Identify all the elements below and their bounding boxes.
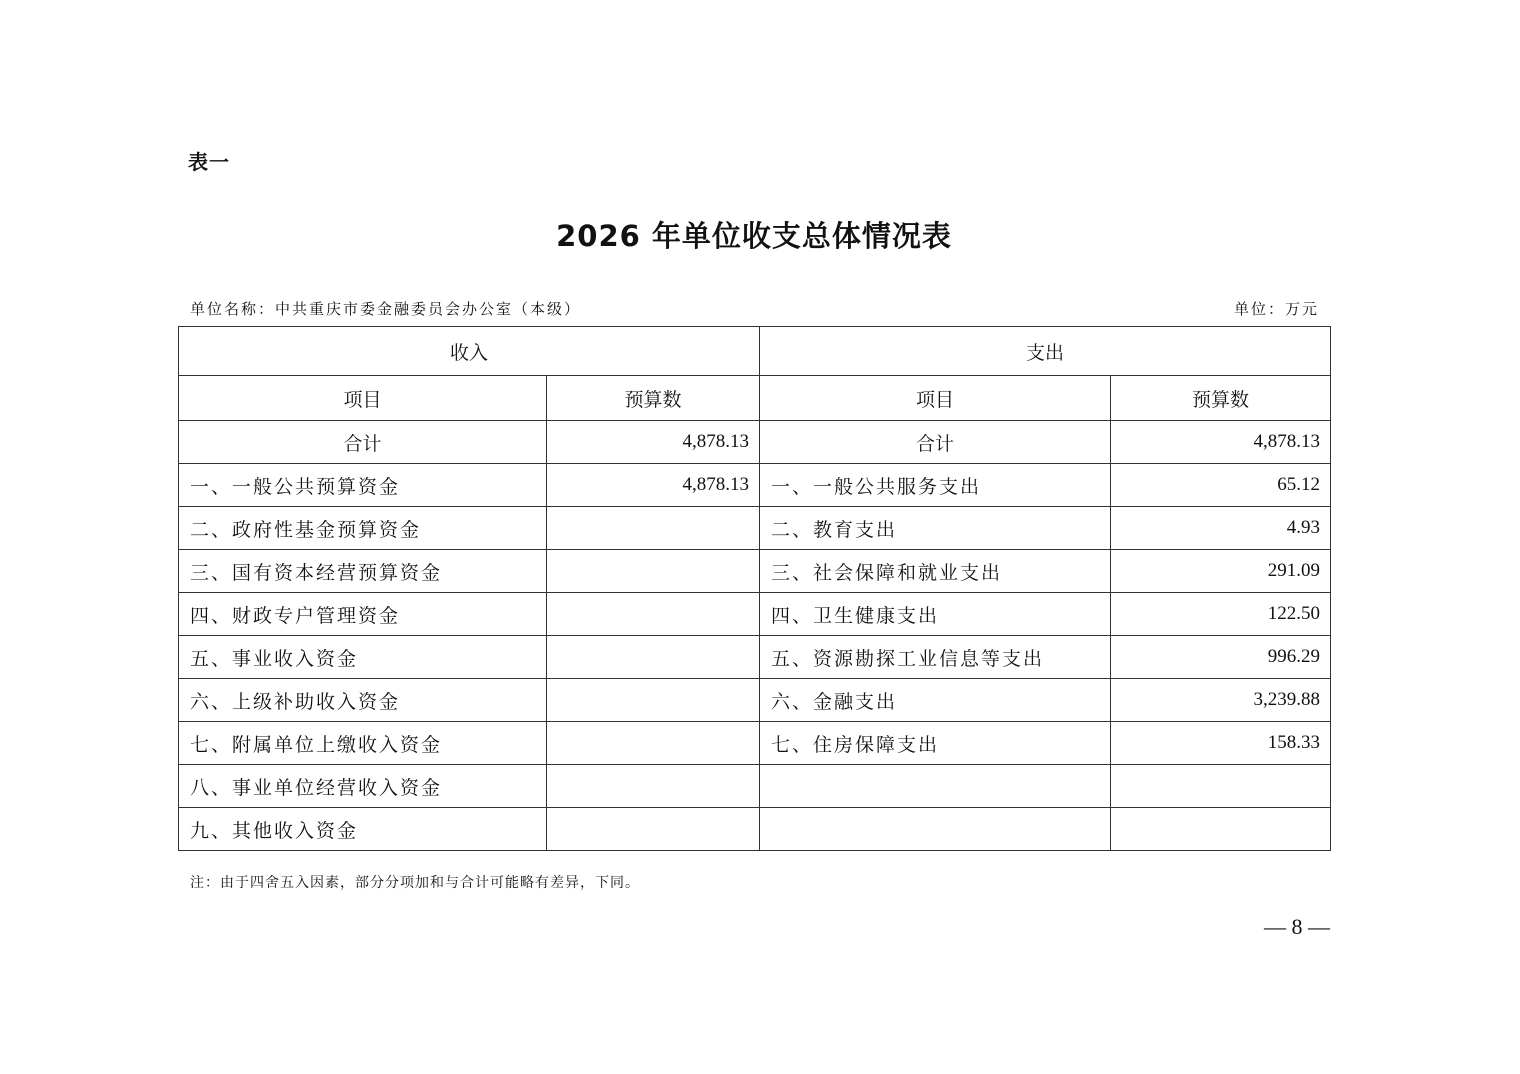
expense-item — [760, 765, 1111, 808]
expense-item: 三、社会保障和就业支出 — [760, 550, 1111, 593]
income-item: 三、国有资本经营预算资金 — [179, 550, 547, 593]
column-header-row — [179, 376, 1331, 421]
table-row — [179, 679, 1331, 722]
budget-table — [178, 326, 1331, 851]
expense-value: 122.50 — [1111, 593, 1331, 636]
expense-value: 4.93 — [1111, 507, 1331, 550]
expense-value: 65.12 — [1111, 464, 1331, 507]
expense-item-column-header: 项目 — [760, 376, 1111, 421]
expense-value: 996.29 — [1111, 636, 1331, 679]
table-row — [179, 593, 1331, 636]
income-total-label: 合计 — [179, 421, 547, 464]
income-value — [547, 550, 760, 593]
document-title: 2026 年单位收支总体情况表 — [556, 219, 952, 253]
expense-value — [1111, 765, 1331, 808]
expense-item — [760, 808, 1111, 851]
table-row — [179, 464, 1331, 507]
income-item: 二、政府性基金预算资金 — [179, 507, 547, 550]
table-row — [179, 765, 1331, 808]
table-row — [179, 507, 1331, 550]
page-number: — 8 — — [1264, 914, 1330, 939]
total-row — [179, 421, 1331, 464]
income-value: 4,878.13 — [547, 464, 760, 507]
income-budget-column-header: 预算数 — [547, 376, 760, 421]
table-row — [179, 636, 1331, 679]
table-row — [179, 550, 1331, 593]
expense-value: 291.09 — [1111, 550, 1331, 593]
expense-item: 一、一般公共服务支出 — [760, 464, 1111, 507]
expense-item: 五、资源勘探工业信息等支出 — [760, 636, 1111, 679]
income-value — [547, 636, 760, 679]
expense-item: 四、卫生健康支出 — [760, 593, 1111, 636]
income-item: 九、其他收入资金 — [179, 808, 547, 851]
table-note: 注：由于四舍五入因素，部分分项加和与合计可能略有差异，下同。 — [190, 875, 640, 891]
expense-item: 六、金融支出 — [760, 679, 1111, 722]
income-value — [547, 593, 760, 636]
income-item: 七、附属单位上缴收入资金 — [179, 722, 547, 765]
unit-label: 单位：万元 — [1233, 300, 1319, 318]
income-item: 八、事业单位经营收入资金 — [179, 765, 547, 808]
expense-item: 七、住房保障支出 — [760, 722, 1111, 765]
income-item: 五、事业收入资金 — [179, 636, 547, 679]
income-value — [547, 765, 760, 808]
table-row — [179, 722, 1331, 765]
expense-budget-column-header: 预算数 — [1111, 376, 1331, 421]
section-header-row — [179, 327, 1331, 376]
table-label: 表一 — [188, 150, 230, 174]
unit-name: 单位名称：中共重庆市委金融委员会办公室（本级） — [190, 300, 582, 318]
income-value — [547, 722, 760, 765]
income-value — [547, 808, 760, 851]
income-item-column-header: 项目 — [179, 376, 547, 421]
expense-total-label: 合计 — [760, 421, 1111, 464]
expense-value: 3,239.88 — [1111, 679, 1331, 722]
expense-value — [1111, 808, 1331, 851]
table-row — [179, 808, 1331, 851]
income-item: 六、上级补助收入资金 — [179, 679, 547, 722]
expense-item: 二、教育支出 — [760, 507, 1111, 550]
income-value — [547, 507, 760, 550]
expense-value: 158.33 — [1111, 722, 1331, 765]
expense-header: 支出 — [760, 327, 1331, 376]
expense-total-value: 4,878.13 — [1111, 421, 1331, 464]
income-total-value: 4,878.13 — [547, 421, 760, 464]
income-item: 一、一般公共预算资金 — [179, 464, 547, 507]
income-item: 四、财政专户管理资金 — [179, 593, 547, 636]
income-header: 收入 — [179, 327, 760, 376]
income-value — [547, 679, 760, 722]
